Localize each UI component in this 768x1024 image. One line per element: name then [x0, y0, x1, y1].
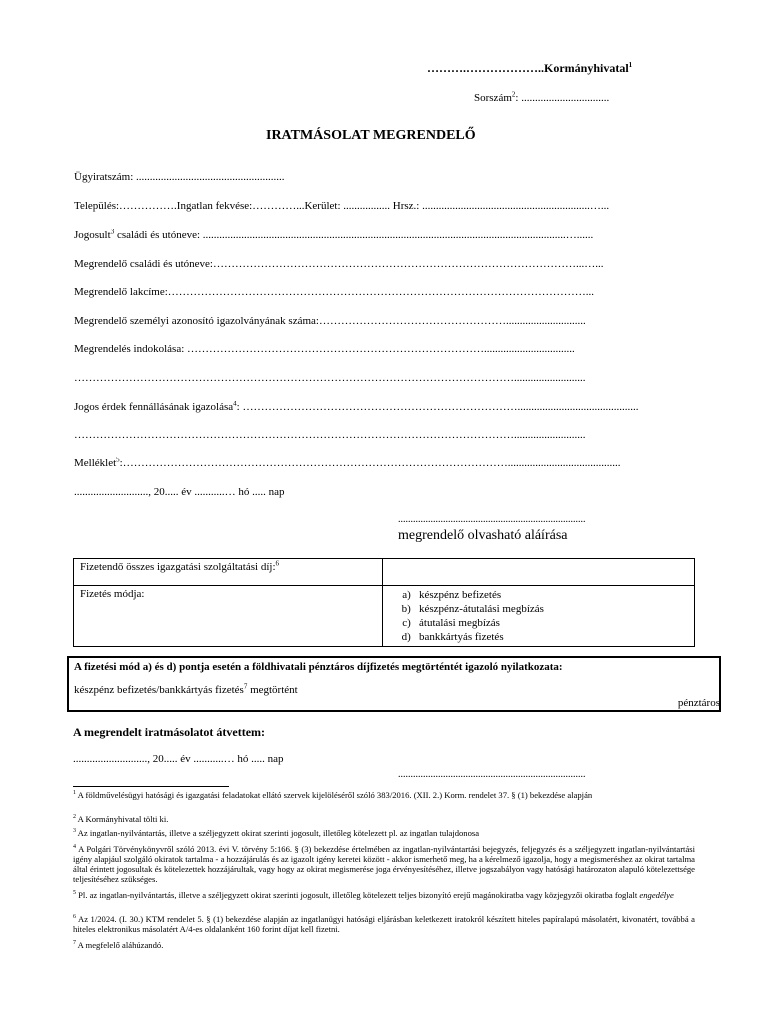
footnote-ref: 6 — [275, 559, 280, 568]
serial-number-line — [474, 92, 609, 104]
cashier-heading: A fizetési mód a) és d) pontja esetén a földhivatali pénztáros díjfizetés megtörténtét igazoló nyilatkozata: — [74, 661, 563, 673]
footnote-number: 5 — [73, 890, 76, 897]
footnote — [73, 890, 695, 900]
footnote-ref: 7 — [243, 682, 248, 691]
orderer-address-field[interactable]: Megrendelő lakcíme:……………………………………………………………………………………………………... — [74, 286, 595, 298]
government-office-text: ……….………………..Kormányhivatal — [427, 61, 629, 75]
footnote-number: 4 — [73, 844, 76, 851]
footnote-text: A Polgári Törvénykönyvről szóló 2013. évi V. törvény 5:166. § (3) bekezdése értelmében az ingatlan-nyilvántartási bejegyzés, feljegyzés és a széljegyzett ingatlan-nyilvántartási igény alapjául szolgáló okiratok tartalma - a hozzájárulás és az igazolt igény keretei között - akkor ismerhető meg, ha a kérelmező igazolja, hogy a megismeréshez az okirat tartalma által érintett jogosultak és kötelezettek hozzájárultak, vagy hogy az okirat megismerése joga érvényesítéséhez, illetve jogszabályon vagy hatósági határozaton alapuló kötelezettsége teljesítéséhez szükséges. — [73, 844, 695, 884]
date-line[interactable]: ..........................., 20..... év ...........… hó ..... nap — [74, 486, 285, 498]
footnote-text: Az ingatlan-nyilvántartás, illetve a széljegyzett okirat szerinti jogosult, illetőleg kötelezett pl. az ingatlan tulajdonosa — [76, 828, 480, 838]
footnote — [73, 814, 695, 824]
serial-field[interactable]: : ................................ — [515, 92, 610, 104]
footnote-number: 6 — [73, 914, 76, 921]
footnote-ref: 1 — [628, 61, 633, 69]
footnote-number: 7 — [73, 940, 76, 947]
order-reason-continuation[interactable]: ………………………………………………………………………………………………………….......................... — [74, 372, 586, 384]
payment-method-label: Fizetés módja: — [80, 588, 145, 600]
footnote — [73, 790, 695, 800]
footnote-ref: 4 — [233, 401, 237, 408]
footnote-ref: 2 — [511, 90, 516, 99]
footnote-text: Az 1/2024. (I. 30.) KTM rendelet 5. § (1) bekezdése alapján az ingatlanügyi hatósági eljárásban keletkezett iratokról készített hiteles papíralapú másolatért, kivonatért, továbbá a hiteles elektronikus másolatért A/4-es oldalanként 160 forint díjat kell fizetni. — [73, 914, 695, 934]
receipt-date-line[interactable]: ..........................., 20..... év ...........… hó ..... nap — [73, 753, 284, 765]
payment-method-option[interactable]: d. bankkártyás fizetés — [419, 630, 688, 644]
payment-method-list — [389, 588, 688, 644]
cashier-statement — [74, 684, 298, 696]
fee-label: Fizetendő összes igazgatási szolgáltatási díj: — [80, 561, 276, 573]
interest-rest: : …………………………………………………………………............................................ — [236, 401, 639, 413]
footnote — [73, 828, 695, 838]
footnote-separator — [73, 786, 229, 787]
orderer-id-field[interactable]: Megrendelő személyi azonosító igazolványának száma:……………………………………………............................. — [74, 315, 586, 327]
location-field[interactable]: Település:…………….Ingatlan fekvése:…………...Kerület: ................. Hrsz.: .............................................................…... — [74, 200, 610, 212]
payment-method-options-cell — [383, 586, 695, 647]
footnote-number: 3 — [73, 828, 76, 835]
fee-label-cell — [74, 559, 383, 586]
legitimate-interest-continuation[interactable]: ………………………………………………………………………………………………………….......................... — [74, 429, 586, 441]
signature-dots[interactable]: ........................................................................... — [398, 514, 586, 525]
footnote-number: 2 — [73, 814, 76, 821]
attachment-label: Melléklet — [74, 457, 117, 469]
orderer-name-field[interactable]: Megrendelő családi és utóneve:………………………………………………………………………………………...…... — [74, 258, 604, 270]
attachment-field[interactable] — [74, 457, 696, 469]
attachment-rest: :……………………………………………………………………………………………......................................... — [119, 457, 621, 469]
form-title: IRATMÁSOLAT MEGRENDELŐ — [266, 128, 476, 143]
footnote — [73, 940, 695, 950]
receipt-heading: A megrendelt iratmásolatot átvettem: — [73, 725, 266, 739]
cashier-statement-box — [67, 656, 721, 712]
government-office-line — [427, 61, 632, 76]
holder-rest: családi és utóneve: ....................................................................................................................................…...... — [114, 229, 594, 241]
payment-method-label-cell — [74, 586, 383, 647]
payment-method-option[interactable]: a. készpénz befizetés — [419, 588, 688, 602]
payment-method-option[interactable]: b. készpénz-átutalási megbízás — [419, 602, 688, 616]
fee-value-cell[interactable] — [383, 559, 695, 586]
payment-method-option[interactable]: c. átutalási megbízás — [419, 616, 688, 630]
cashier-role-label: pénztáros — [677, 697, 720, 709]
footnote-text: A földművelésügyi hatósági és igazgatási feladatokat ellátó szervek kijelöléséről szóló 383/2016. (XII. 2.) Korm. rendelet 37. § (1) bekezdése alapján — [76, 790, 593, 800]
interest-label: Jogos érdek fennállásának igazolása — [74, 401, 234, 413]
legitimate-interest-field[interactable] — [74, 401, 696, 413]
footnote-ref: 5 — [116, 457, 120, 464]
serial-label: Sorszám — [474, 92, 512, 104]
footnote-emphasis: engedélye — [639, 890, 674, 900]
holder-name-field[interactable] — [74, 229, 696, 241]
cashier-statement-suffix: megtörtént — [247, 684, 298, 696]
footnote-text: A Kormányhivatal tölti ki. — [76, 814, 169, 824]
footnote-number: 1 — [73, 790, 76, 797]
footnote — [73, 844, 695, 884]
cashier-statement-text: készpénz befizetés/bankkártyás fizetés — [74, 684, 244, 696]
order-reason-field[interactable]: Megrendelés indokolása: ………………………………………………………………………................................. — [74, 343, 575, 355]
fee-table — [73, 558, 695, 647]
signature-label: megrendelő olvasható aláírása — [398, 528, 568, 543]
case-number-field[interactable]: Ügyiratszám: ...................................................... — [74, 171, 285, 183]
footnote-text: Pl. az ingatlan-nyilvántartás, illetve a széljegyzett okirat szerinti jogosult, illetőleg kötelezett teljes bizonyító erejű magánokiratba vagy közjegyzői okiratba foglalt — [76, 890, 640, 900]
footnote — [73, 914, 695, 934]
receipt-signature-dots[interactable]: ........................................................................... — [398, 769, 586, 780]
holder-label: Jogosult — [74, 229, 111, 241]
footnote-text: A megfelelő aláhúzandó. — [76, 940, 164, 950]
footnote-ref: 3 — [110, 229, 115, 236]
